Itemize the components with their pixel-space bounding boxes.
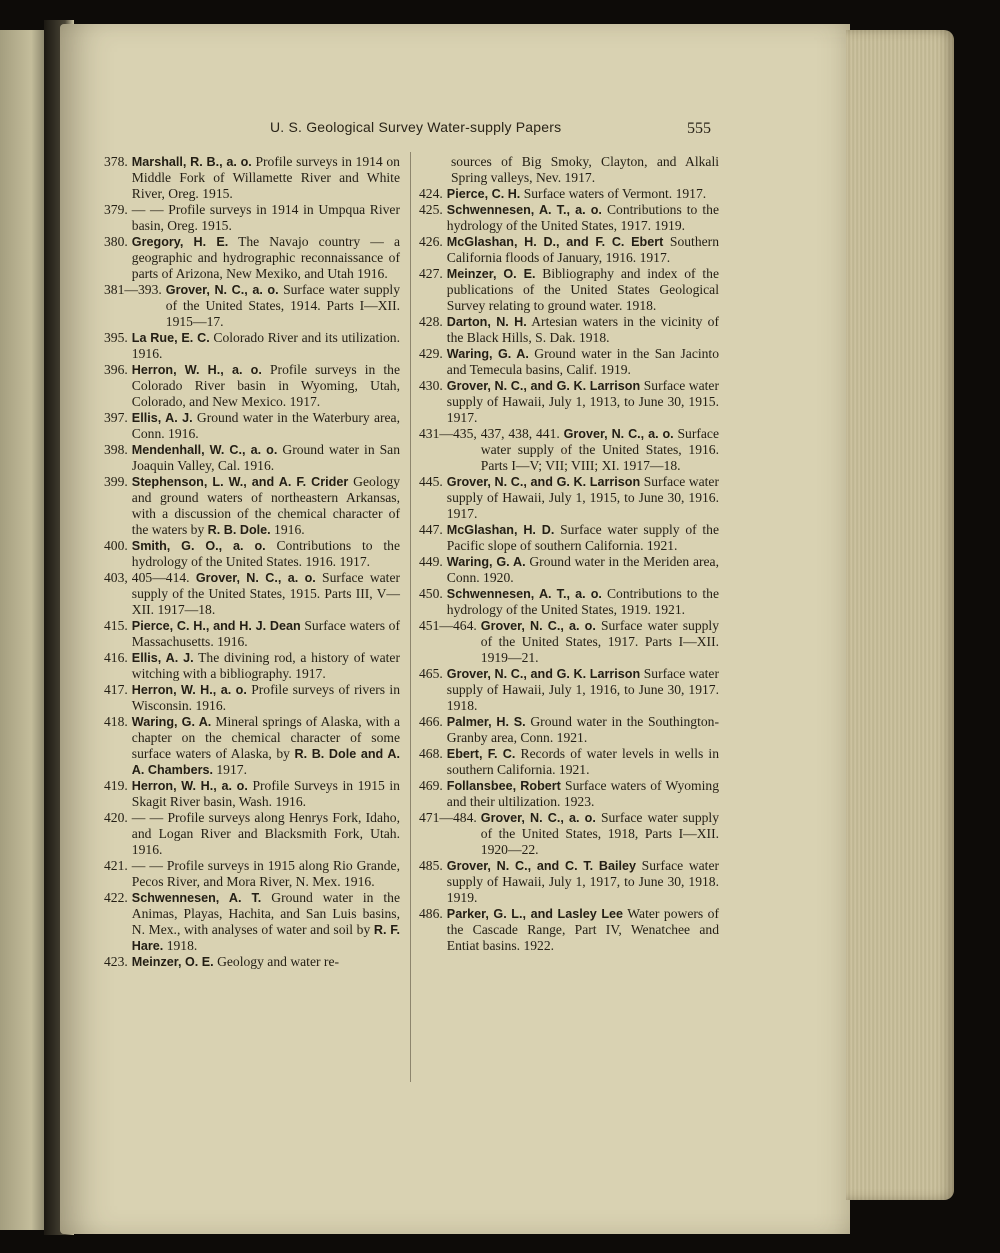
- entry-body: [447, 586, 719, 618]
- bibliography-entry: [419, 586, 719, 618]
- entry-author: Marshall, R. B., a. o.: [131, 155, 252, 169]
- entry-text: Ground water in the Waterbury area, Conn. 1916.: [131, 410, 400, 441]
- column-divider: [410, 152, 411, 1082]
- entry-secondary-author: Grover, N. C., a. o.: [195, 571, 316, 585]
- entry-body: [447, 202, 719, 234]
- entry-number: 397.: [104, 410, 128, 425]
- entry-secondary-author: Grover, N. C., a. o.: [563, 427, 674, 441]
- entry-number: 420.: [104, 810, 128, 825]
- entry-text: The divining rod, a history of water witching with a bibliography. 1917.: [131, 650, 400, 681]
- entry-author: Schwennesen, A. T.: [131, 891, 262, 905]
- bibliography-entry: [104, 954, 400, 970]
- entry-body: [447, 378, 719, 426]
- bibliography-entry: [104, 410, 400, 442]
- entry-body: [132, 714, 400, 778]
- entry-number: 395.: [104, 330, 128, 345]
- entry-author: McGlashan, H. D., and F. C. Ebert: [446, 235, 664, 249]
- entry-number: 430.: [419, 378, 443, 393]
- entry-body: [447, 314, 719, 346]
- entry-author: Schwennesen, A. T., a. o.: [446, 203, 602, 217]
- entry-text: Profile surveys in the Colorado River basin in Wyoming, Utah, Colorado, and New Mexico. 1917.: [131, 362, 400, 409]
- entry-text: Contributions to the hydrology of the United States, 1919. 1921.: [446, 586, 719, 617]
- continued-entry: sources of Big Smoky, Clayton, and Alkali Spring valleys, Nev. 1917.: [451, 154, 719, 185]
- entry-text: Geology and ground waters of northeastern Arkansas, with a discussion of the chemical character of the waters by: [131, 474, 400, 537]
- entry-number: 469.: [419, 778, 443, 793]
- entry-text: — — Profile surveys in 1915 along Rio Grande, Pecos River, and Mora River, N. Mex. 1916.: [131, 858, 400, 889]
- entry-secondary-author: R. B. Dole and A. A. Chambers.: [131, 747, 400, 777]
- entry-number: 423.: [104, 954, 128, 969]
- bibliography-entry: [104, 362, 400, 410]
- entry-text: Colorado River and its utilization. 1916.: [131, 330, 400, 361]
- entry-body: [132, 410, 400, 442]
- entry-text: Mineral springs of Alaska, with a chapter on the chemical character of some surface waters of Alaska, by: [131, 714, 400, 761]
- entry-number: 431—435,: [419, 426, 477, 441]
- entry-number: 450.: [419, 586, 443, 601]
- entry-author: Herron, W. H., a. o.: [131, 683, 247, 697]
- left-column: [104, 154, 400, 970]
- entry-number: 380.: [104, 234, 128, 249]
- bibliography-entry: [419, 858, 719, 906]
- running-header: U. S. Geological Survey Water-supply Papers: [270, 119, 562, 135]
- entry-body: [132, 474, 400, 538]
- entry-number: 378.: [104, 154, 128, 169]
- bibliography-entry: [104, 330, 400, 362]
- bibliography-entry: [104, 474, 400, 538]
- entry-text: The Navajo country — a geographic and hydrographic reconnaissance of parts of Arizona, New Mexiko, and Utah 1916.: [131, 234, 400, 281]
- bibliography-entry: [104, 570, 400, 618]
- entry-body: [447, 666, 719, 714]
- entry-secondary-author: R. B. Dole.: [207, 523, 271, 537]
- bibliography-entry: [419, 266, 719, 314]
- bibliography-entry: [419, 314, 719, 346]
- bibliography-entry: [104, 442, 400, 474]
- entry-text: 405—414.: [131, 570, 196, 585]
- entry-text-tail: 1917.: [212, 762, 247, 777]
- entry-text: Surface water supply of the Pacific slope of southern California. 1921.: [446, 522, 719, 553]
- entry-text: Surface water supply of Hawaii, July 1, 1913, to June 30, 1915. 1917.: [446, 378, 719, 425]
- bibliography-entry: [104, 714, 400, 778]
- right-column: [419, 154, 719, 954]
- bibliography-entry: [104, 810, 400, 858]
- bibliography-entry: [104, 154, 400, 202]
- entry-author: Grover, N. C., a. o.: [480, 619, 596, 633]
- bibliography-entry: [419, 346, 719, 378]
- entry-number: 428.: [419, 314, 443, 329]
- entry-text-tail: 1918.: [163, 938, 198, 953]
- entry-body: [447, 554, 719, 586]
- entry-text: Surface waters of Vermont. 1917.: [520, 186, 707, 201]
- entry-number: 427.: [419, 266, 443, 281]
- entry-body: [447, 778, 719, 810]
- entry-text: — — Profile surveys along Henrys Fork, Idaho, and Logan River and Blacksmith Fork, Utah. 1916.: [131, 810, 400, 857]
- entry-text: Surface water supply of Hawaii, July 1, 1915, to June 30, 1916. 1917.: [446, 474, 719, 521]
- bibliography-entry: [104, 202, 400, 234]
- bibliography-entry: [419, 714, 719, 746]
- entry-number: 425.: [419, 202, 443, 217]
- bibliography-entry: [419, 618, 719, 666]
- entry-body: [132, 362, 400, 410]
- bibliography-entry: [419, 474, 719, 522]
- entry-body: [132, 858, 400, 890]
- entry-body: [132, 954, 400, 970]
- entry-author: Smith, G. O., a. o.: [131, 539, 266, 553]
- entry-body: [447, 858, 719, 906]
- entry-text: Surface water supply of the United States, 1918, Parts I—XII. 1920—22.: [480, 810, 720, 857]
- entry-body: [132, 570, 400, 618]
- entry-number: 445.: [419, 474, 443, 489]
- entry-text: Profile surveys of rivers in Wisconsin. 1916.: [131, 682, 401, 713]
- bibliography-entry: [419, 202, 719, 234]
- bibliography-entry: [419, 234, 719, 266]
- entry-author: Herron, W. H., a. o.: [131, 363, 262, 377]
- entry-body: [447, 522, 719, 554]
- entry-body: [132, 234, 400, 282]
- entry-body: [132, 330, 400, 362]
- bibliography-entry: [104, 650, 400, 682]
- entry-author: Grover, N. C., a. o.: [480, 811, 596, 825]
- entry-body: [132, 442, 400, 474]
- bibliography-entry: [104, 778, 400, 810]
- entry-author: Darton, N. H.: [446, 315, 527, 329]
- entry-body: [447, 234, 719, 266]
- entry-text: Surface water supply of the United States, 1917. Parts I—XII. 1919—21.: [480, 618, 720, 665]
- entry-number: 415.: [104, 618, 128, 633]
- entry-body: [132, 538, 400, 570]
- entry-number: 424.: [419, 186, 443, 201]
- bibliography-entry: [419, 666, 719, 714]
- entry-text: Artesian waters in the vicinity of the Black Hills, S. Dak. 1918.: [446, 314, 719, 345]
- entry-number: 403,: [104, 570, 128, 585]
- entry-text: Bibliography and index of the publications of the United States Geological Survey relating to ground water. 1918.: [446, 266, 719, 313]
- entry-author: Grover, N. C., and G. K. Larrison: [446, 379, 641, 393]
- entry-text: Water powers of the Cascade Range, Part IV, Wenatchee and Entiat basins. 1922.: [446, 906, 719, 953]
- bibliography-entry: [419, 378, 719, 426]
- entry-number: 426.: [419, 234, 443, 249]
- entry-text: Surface waters of Massachusetts. 1916.: [131, 618, 400, 649]
- entry-body: [447, 186, 719, 202]
- bibliography-entry: [419, 426, 719, 474]
- entry-author: Pierce, C. H.: [446, 187, 521, 201]
- bibliography-entry: [104, 858, 400, 890]
- bibliography-entry: [104, 282, 400, 330]
- entry-author: Palmer, H. S.: [446, 715, 526, 729]
- entry-body: [132, 650, 400, 682]
- entry-text: Contributions to the hydrology of the United States. 1916. 1917.: [131, 538, 400, 569]
- entry-number: 418.: [104, 714, 128, 729]
- entry-number: 449.: [419, 554, 443, 569]
- entry-author: Meinzer, O. E.: [446, 267, 536, 281]
- entry-text: — — Profile surveys in 1914 in Umpqua River basin, Oreg. 1915.: [131, 202, 400, 233]
- bibliography-entry: [104, 682, 400, 714]
- entry-text: Surface water supply of Hawaii, July 1, 1916, to June 30, 1917. 1918.: [446, 666, 719, 713]
- entry-author: Herron, W. H., a. o.: [131, 779, 248, 793]
- entry-number: 465.: [419, 666, 443, 681]
- entry-number: 379.: [104, 202, 128, 217]
- entry-number: 381—393.: [104, 282, 162, 297]
- entry-body: [132, 682, 400, 714]
- entry-body: [132, 810, 400, 858]
- entry-author: Follansbee, Robert: [446, 779, 561, 793]
- entry-text: Ground water in the Meriden area, Conn. 1920.: [446, 554, 719, 585]
- entry-text: Profile surveys in 1914 on Middle Fork of Willamette River and White River, Oreg. 1915.: [131, 154, 400, 201]
- entry-author: Ellis, A. J.: [131, 411, 193, 425]
- entry-number: 421.: [104, 858, 128, 873]
- entry-number: 486.: [419, 906, 443, 921]
- bibliography-entry: [104, 538, 400, 570]
- bibliography-entry: [419, 554, 719, 586]
- page-edges: [846, 30, 954, 1200]
- entry-number: 471—484.: [419, 810, 477, 825]
- entry-body: [447, 346, 719, 378]
- entry-number: 399.: [104, 474, 128, 489]
- bibliography-entry: [104, 618, 400, 650]
- bibliography-entry: [419, 186, 719, 202]
- entry-body: [481, 810, 719, 858]
- entry-body: [166, 282, 400, 330]
- bibliography-entry: [419, 522, 719, 554]
- entry-text: Surface water supply of the United States, 1914. Parts I—XII. 1915—17.: [165, 282, 400, 329]
- bibliography-entry: [419, 906, 719, 954]
- entry-body: [447, 714, 719, 746]
- entry-body: [481, 426, 719, 474]
- entry-number: 400.: [104, 538, 128, 553]
- entry-text: Southern California floods of January, 1916. 1917.: [446, 234, 719, 265]
- entry-author: Grover, N. C., and G. K. Larrison: [446, 667, 641, 681]
- entry-number: 468.: [419, 746, 443, 761]
- entry-text: Surface water supply of Hawaii, July 1, 1917, to June 30, 1918. 1919.: [446, 858, 720, 905]
- entry-text: 437, 438, 441.: [480, 426, 564, 441]
- bibliography-entry: [104, 234, 400, 282]
- entry-body: [447, 266, 719, 314]
- entry-number: 396.: [104, 362, 128, 377]
- entry-author: Waring, G. A.: [131, 715, 212, 729]
- entry-author: Grover, N. C., a. o.: [165, 283, 279, 297]
- entry-author: Grover, N. C., and G. K. Larrison: [446, 475, 641, 489]
- entry-author: Schwennesen, A. T., a. o.: [446, 587, 602, 601]
- entry-text: Contributions to the hydrology of the United States, 1917. 1919.: [446, 202, 719, 233]
- entry-body: [447, 906, 719, 954]
- entry-number: 422.: [104, 890, 128, 905]
- entry-body: [132, 618, 400, 650]
- entry-author: Waring, G. A.: [446, 347, 529, 361]
- entry-body: [132, 154, 400, 202]
- entry-secondary-author: R. F. Hare.: [131, 923, 400, 953]
- entry-number: 416.: [104, 650, 128, 665]
- entry-author: Parker, G. L., and Lasley Lee: [446, 907, 624, 921]
- entry-author: Ebert, F. C.: [446, 747, 516, 761]
- entry-body: [132, 778, 400, 810]
- entry-text: Profile Surveys in 1915 in Skagit River basin, Wash. 1916.: [131, 778, 400, 809]
- entry-body: [481, 618, 719, 666]
- entry-author: Stephenson, L. W., and A. F. Crider: [131, 475, 349, 489]
- entry-number: 451—464.: [419, 618, 477, 633]
- entry-number: 417.: [104, 682, 128, 697]
- entry-text: Geology and water re-: [213, 954, 339, 969]
- entry-number: 485.: [419, 858, 443, 873]
- entry-author: Pierce, C. H., and H. J. Dean: [131, 619, 301, 633]
- entry-body: [447, 474, 719, 522]
- entry-author: La Rue, E. C.: [131, 331, 210, 345]
- entry-text: Records of water levels in wells in southern California. 1921.: [446, 746, 719, 777]
- entry-number: 429.: [419, 346, 443, 361]
- entry-body: [447, 746, 719, 778]
- entry-author: Grover, N. C., and C. T. Bailey: [446, 859, 636, 873]
- page-number: 555: [687, 120, 711, 137]
- entry-text-tail: 1916.: [270, 522, 305, 537]
- entry-number: 466.: [419, 714, 443, 729]
- entry-body: [132, 890, 400, 954]
- entry-text: Ground water in San Joaquin Valley, Cal. 1916.: [131, 442, 401, 473]
- entry-text: Ground water in the San Jacinto and Temecula basins, Calif. 1919.: [446, 346, 719, 377]
- entry-text: Ground water in the Animas, Playas, Hachita, and San Luis basins, N. Mex., with analyses of water and soil by: [131, 890, 401, 937]
- entry-author: Ellis, A. J.: [131, 651, 194, 665]
- bibliography-entry: [419, 810, 719, 858]
- entry-number: 447.: [419, 522, 443, 537]
- bibliography-entry: [104, 890, 400, 954]
- bibliography-entry: [419, 746, 719, 778]
- entry-number: 419.: [104, 778, 128, 793]
- entry-author: Gregory, H. E.: [131, 235, 229, 249]
- entry-author: Mendenhall, W. C., a. o.: [131, 443, 278, 457]
- entry-number: 398.: [104, 442, 128, 457]
- bibliography-entry: [419, 778, 719, 810]
- entry-text-tail: Surface water supply of the United States, 1915. Parts III, V—XII. 1917—18.: [131, 570, 401, 617]
- entry-text-tail: Surface water supply of the United States, 1916. Parts I—V; VII; VIII; XI. 1917—18.: [480, 426, 719, 473]
- entry-text: Surface waters of Wyoming and their ultilization. 1923.: [446, 778, 719, 809]
- entry-author: McGlashan, H. D.: [446, 523, 555, 537]
- entry-text: Ground water in the Southington-Granby area, Conn. 1921.: [446, 714, 719, 745]
- entry-author: Waring, G. A.: [446, 555, 526, 569]
- entry-author: Meinzer, O. E.: [131, 955, 214, 969]
- entry-body: [132, 202, 400, 234]
